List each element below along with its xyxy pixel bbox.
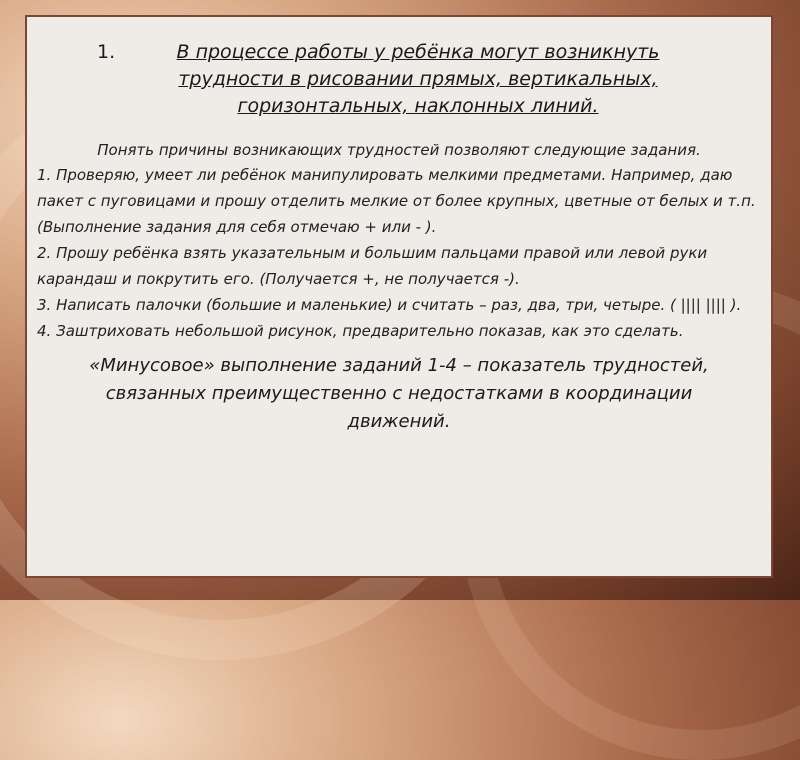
- task-item: 2. Прошу ребёнка взять указательным и большим пальцами правой или левой руки карандаш и покрутить его. (Получается +, не получается -).: [37, 244, 708, 288]
- task-list: [37, 162, 761, 344]
- slide-panel: [25, 15, 773, 578]
- task-item: 3. Написать палочки (большие и маленькие) и считать – раз, два, три, четыре. ( |||| |||| ).: [37, 296, 742, 314]
- intro-text: Понять причины возникающих трудностей позволяют следующие задания.: [97, 141, 701, 159]
- slide-heading: [97, 39, 701, 120]
- task-item: 1. Проверяю, умеет ли ребёнок манипулировать мелкими предметами. Например, даю пакет с пуговицами и прошу отделить мелкие от более крупных, цветные от белых и т.п. (Выполнение задания для себя отмечаю + или - ).: [37, 166, 756, 236]
- heading-text: В процессе работы у ребёнка могут возникнуть трудности в рисовании прямых, вертикальных, горизонтальных, наклонных линий.: [176, 41, 660, 117]
- heading-number: 1.: [97, 41, 116, 63]
- conclusion-text: «Минусовое» выполнение заданий 1-4 – показатель трудностей, связанных преимущественно с недостатками в координации движений.: [89, 355, 709, 432]
- task-item: 4. Заштриховать небольшой рисунок, предварительно показав, как это сделать.: [37, 322, 684, 340]
